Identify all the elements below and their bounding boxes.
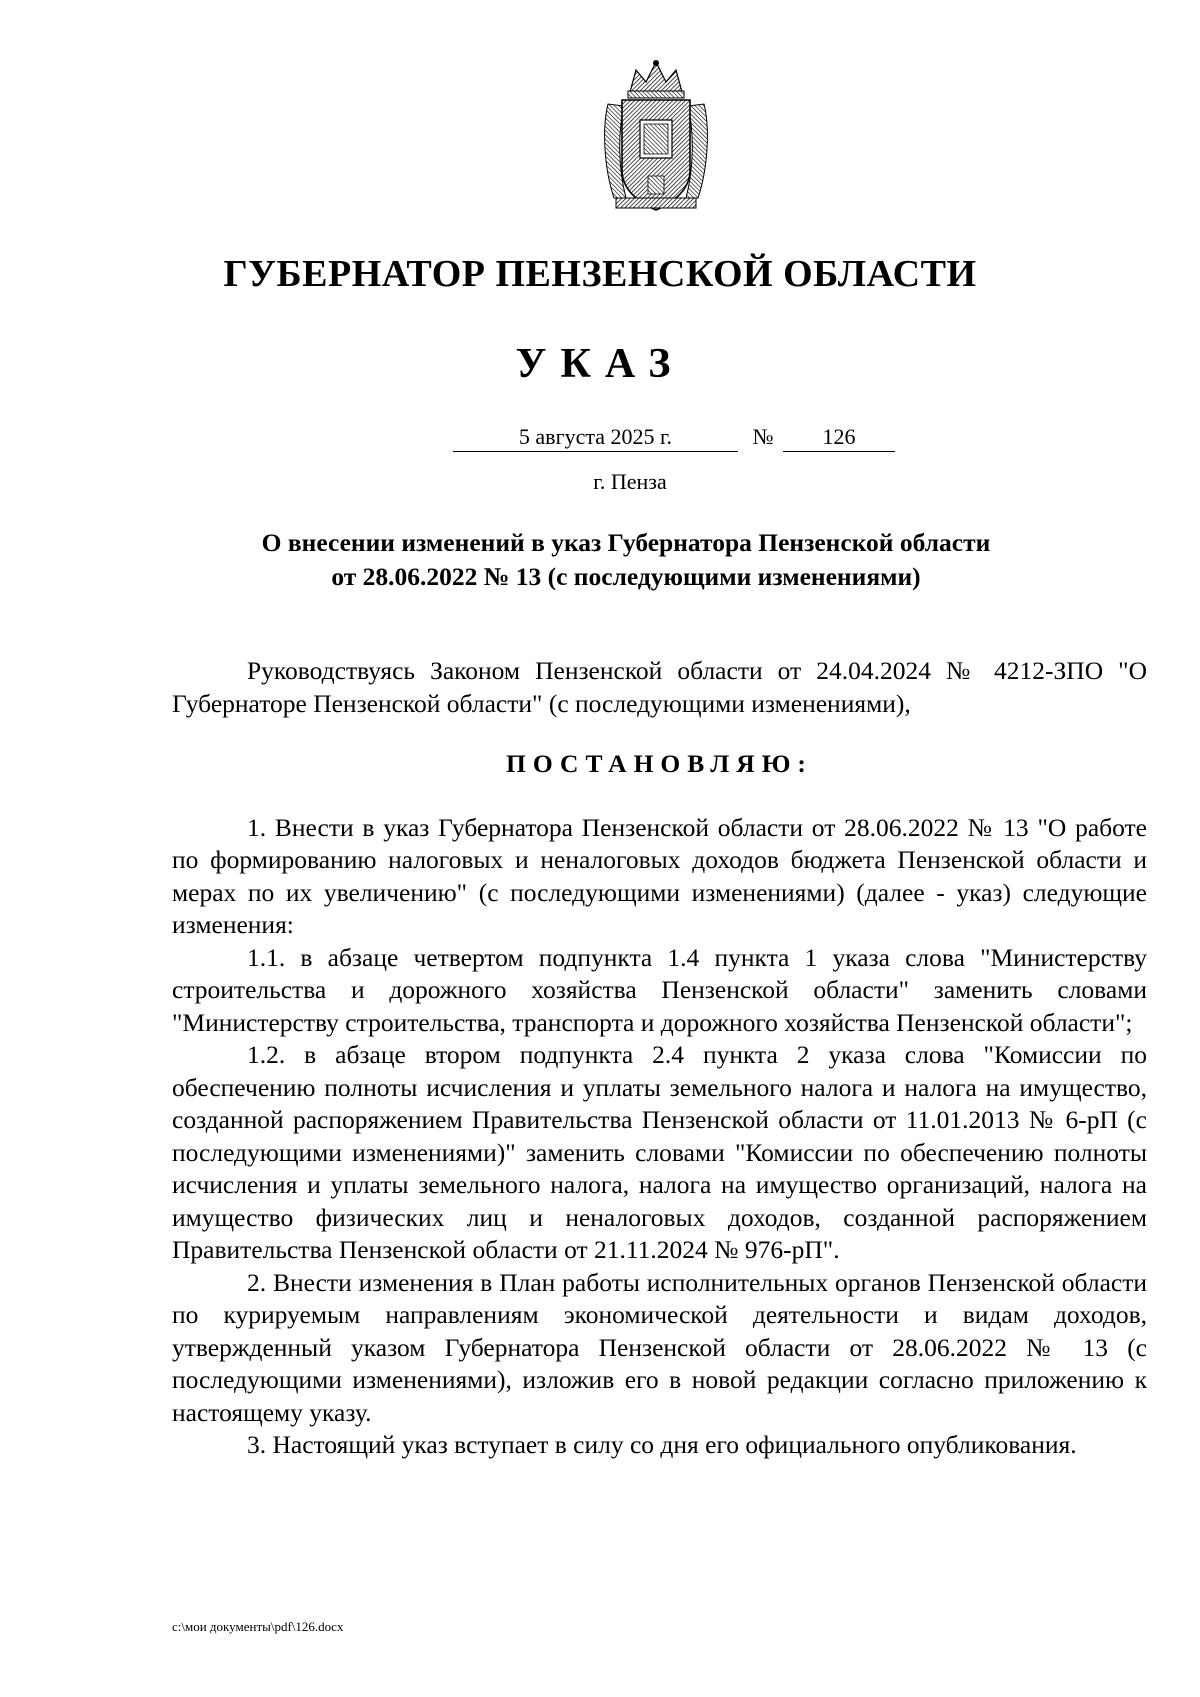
document-type: УКАЗ [515, 341, 685, 387]
coat-of-arms-icon [596, 58, 716, 216]
subject-line-2: от 28.06.2022 № 13 (с последующими изменениями) [331, 562, 921, 591]
preamble-paragraph: Руководствуясь Законом Пензенской области от 24.04.2024 № 4212-ЗПО "О Губернаторе Пензенской области" (с последующими изменениями), [172, 656, 1147, 718]
document-number: 126 [783, 424, 895, 452]
paragraph-1-2: 1.2. в абзаце втором подпункта 2.4 пункта 2 указа слова "Комиссии по обеспечению полноты исчисления и уплаты земельного налога и налога на имущество, созданной распоряжением Правительства Пензенской области от 11.01.2013 № 6-рП (с последующими изменениями)" заменить словами "Комиссии по обеспечению полноты исчисления и уплаты земельного налога, налога на имущество организаций, налога на имущество физических лиц и неналоговых доходов, созданной распоряжением Правительства Пензенской области от 21.11.2024 № 976-рП". [172, 1040, 1147, 1264]
paragraph-3: 3. Настоящий указ вступает в силу со дня его официального опубликования. [247, 1430, 1077, 1459]
paragraph-2: 2. Внести изменения в План работы исполнительных органов Пензенской области по курируемым направлениям экономической деятельности и видам доходов, утвержденный указом Губернатора Пензенской области от 28.06.2022 № 13 (с последующими изменениями), изложив его в новой редакции согласно приложению к настоящему указу. [172, 1267, 1147, 1427]
number-sign: № [752, 424, 774, 449]
issuing-city: г. Пенза [593, 469, 667, 494]
document-body [172, 655, 1147, 1462]
document-date: 5 августа 2025 г. [453, 424, 738, 452]
paragraph-1-1: 1.1. в абзаце четвертом подпункта 1.4 пункта 1 указа слова "Министерству строительства и дорожного хозяйства Пензенской области" заменить словами "Министерству строительства, транспорта и дорожного хозяйства Пензенской области"; [172, 942, 1147, 1037]
paragraph-1: 1. Внести в указ Губернатора Пензенской области от 28.06.2022 № 13 "О работе по формированию налоговых и неналоговых доходов бюджета Пензенской области и мерах по их увеличению" (с последующими изменениями) (далее - указ) следующие изменения: [172, 812, 1147, 939]
issuing-authority: ГУБЕРНАТОР ПЕНЗЕНСКОЙ ОБЛАСТИ [223, 253, 977, 295]
subject-line-1: О внесении изменений в указ Губернатора Пензенской области [261, 528, 991, 557]
document-subject [172, 526, 1080, 594]
footer-file-path: c:\мои документы\pdf\126.docx [172, 1619, 344, 1634]
resolve-heading: ПОСТАНОВЛЯЮ: [506, 749, 813, 778]
